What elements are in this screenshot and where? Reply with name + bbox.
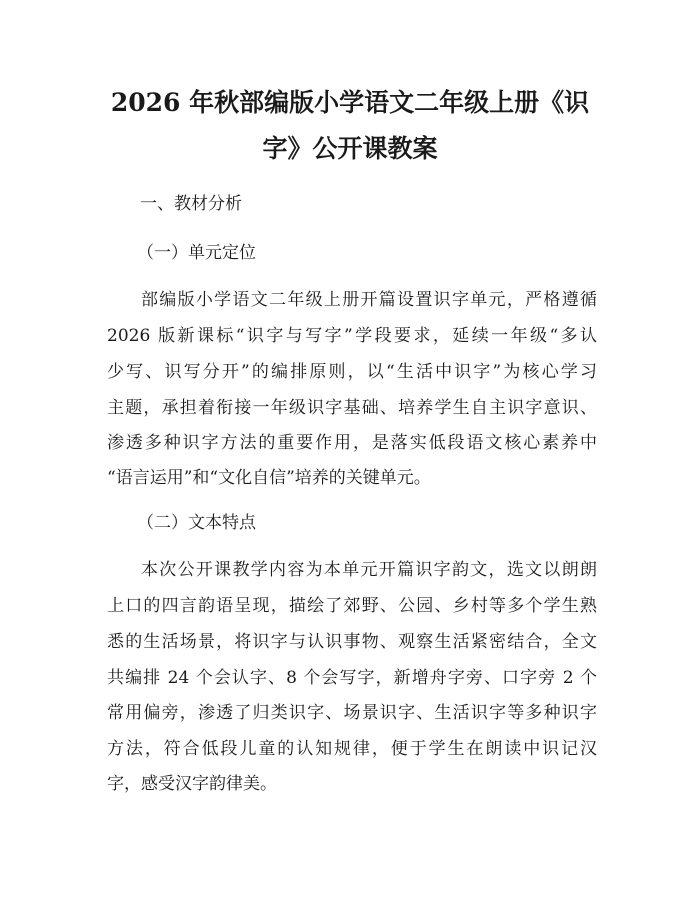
section-heading-textbook-analysis: 一、教材分析 bbox=[140, 194, 242, 214]
paragraph-line: 悉的生活场景，将识字与认识事物、观察生活紧密结合，全文 bbox=[107, 632, 597, 652]
subsection-heading-text-features: （二）文本特点 bbox=[137, 513, 256, 533]
paragraph-line: “语言运用”和“文化自信”培养的关键单元。 bbox=[107, 468, 431, 488]
document-title-line-2: 字》公开课教案 bbox=[262, 134, 438, 163]
paragraph-line: 上口的四言韵语呈现，描绘了郊野、公园、乡村等多个学生熟 bbox=[107, 596, 597, 616]
paragraph-line: 常用偏旁，渗透了归类识字、场景识字、生活识字等多种识字 bbox=[107, 703, 597, 723]
subsection-heading-unit-positioning: （一）单元定位 bbox=[137, 243, 256, 263]
paragraph-line: 少写、识写分开”的编排原则，以“生活中识字”为核心学习 bbox=[107, 362, 597, 382]
paragraph-line: 主题，承担着衔接一年级识字基础、培养学生自主识字意识、 bbox=[107, 398, 597, 418]
paragraph-line: 本次公开课教学内容为本单元开篇识字韵文，选文以朗朗 bbox=[141, 560, 597, 580]
paragraph-line: 字，感受汉字韵律美。 bbox=[107, 774, 277, 794]
paragraph-line: 方法，符合低段儿童的认知规律，便于学生在朗读中识记汉 bbox=[107, 739, 597, 759]
document-title-line-1: 2026 年秋部编版小学语文二年级上册《识 bbox=[110, 88, 590, 117]
paragraph-line: 部编版小学语文二年级上册开篇设置识字单元，严格遵循 bbox=[141, 290, 597, 310]
paragraph-line: 共编排 24 个会认字、8 个会写字，新增舟字旁、口字旁 2 个 bbox=[107, 668, 597, 688]
paragraph-line: 2026 版新课标“识字与写字”学段要求，延续一年级“多认 bbox=[107, 326, 597, 346]
paragraph-line: 渗透多种识字方法的重要作用，是落实低段语文核心素养中 bbox=[107, 433, 597, 453]
